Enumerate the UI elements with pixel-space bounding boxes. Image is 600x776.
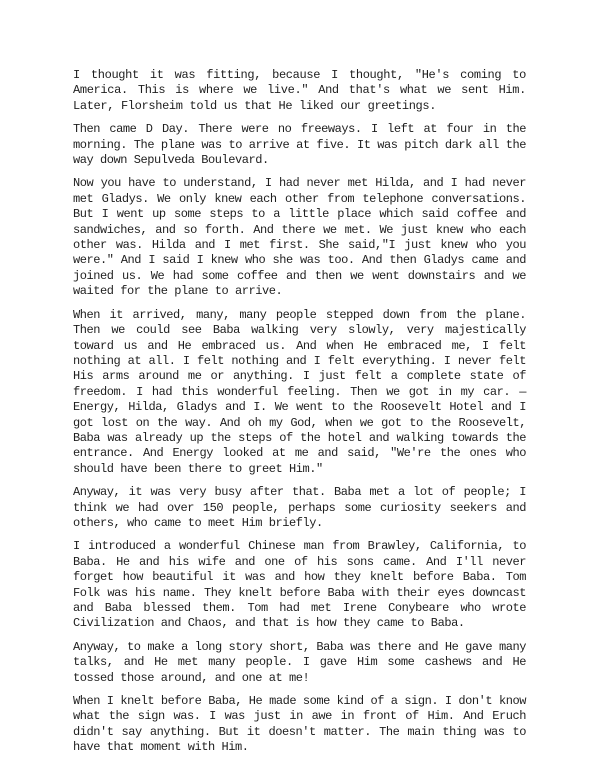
paragraph-8: When I knelt before Baba, He made some kind of a sign. I don't know what the sign was. I was just in awe in front of Him. And Eruch didn't say anything. But it doesn't matter. The main thing was to have that moment with Him. [73, 694, 526, 755]
paragraph-7: Anyway, to make a long story short, Baba was there and He gave many talks, and He met many people. I gave Him some cashews and He tossed those around, and one at me! [73, 639, 526, 685]
paragraph-6: I introduced a wonderful Chinese man from Brawley, California, to Baba. He and his wife and one of his sons came. And I'll never forget how beautiful it was and how they knelt before Baba. Tom Folk was his name. They knelt before Baba with their eyes downcast and Baba blessed them. Tom had met Irene Conybeare who wrote Civilization and Chaos, and that is how they came to Baba. [73, 539, 526, 631]
paragraph-5: Anyway, it was very busy after that. Baba met a lot of people; I think we had over 150 people, perhaps some curiosity seekers and others, who came to meet Him briefly. [73, 485, 526, 530]
paragraph-2: Then came D Day. There were no freeways. I left at four in the morning. The plane was to arrive at five. It was pitch dark all the way down Sepulveda Boulevard. [73, 122, 526, 168]
paragraph-4: When it arrived, many, many people stepped down from the plane. Then we could see Baba walking very slowly, very majestically toward us and He embraced us. And when He embraced me, I felt nothing at all. I felt nothing and I felt everything. I never felt His arms around me or anything. I just felt a complete state of freedom. I had this wonderful feeling. Then we got in my car. — Energy, Hilda, Gladys and I. We went to the Roosevelt Hotel and I got lost on the way. And oh my God, when we got to the Roosevelt, Baba was already up the steps of the hotel and walking towards the entrance. And Energy looked at me and said, "We're the ones who should have been there to greet Him." [73, 307, 526, 476]
paragraph-1: I thought it was fitting, because I thought, "He's coming to America. This is where we live." And that's what we sent Him. Later, Florsheim told us that He liked our greetings. [73, 68, 526, 113]
paragraph-3: Now you have to understand, I had never met Hilda, and I had never met Gladys. We only knew each other from telephone conversations. But I went up some steps to a little place which said coffee and sandwiches, and so forth. And there we met. We just knew who each other was. Hilda and I met first. She said,"I just knew who you were." And I said I knew who she was too. And then Gladys came and joined us. We had some coffee and then we went downstairs and we waited for the plane to arrive. [73, 176, 526, 299]
